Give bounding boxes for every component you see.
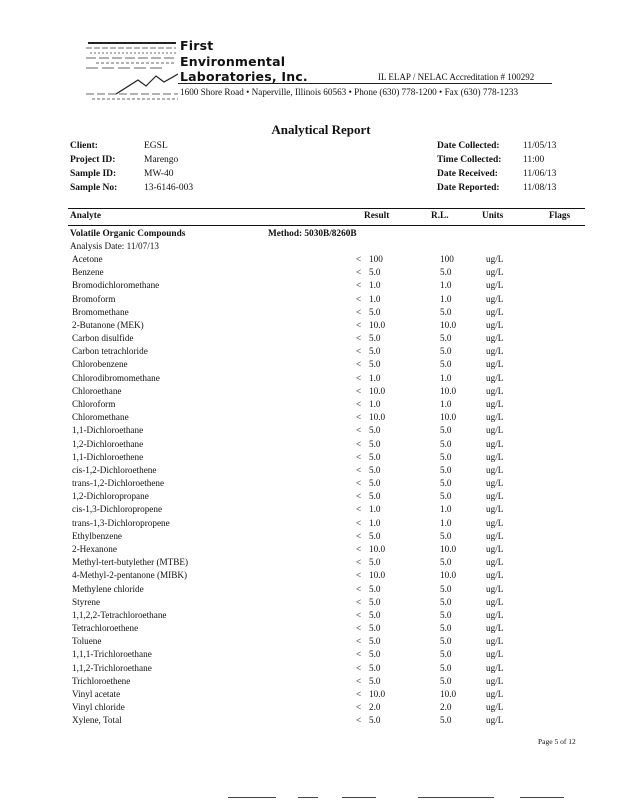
page-number: Page 5 of 12: [538, 737, 576, 746]
lab-address: 1600 Shore Road • Naperville, Illinois 60563 • Phone (630) 778-1200 • Fax (630) 778-1233: [180, 87, 519, 97]
units-header: Units: [482, 211, 504, 221]
result-cell: 1.0: [369, 517, 381, 528]
result-cell: 5.0: [369, 478, 381, 489]
rl-cell: 1.0: [440, 517, 452, 528]
units-cell: ug/L: [486, 623, 504, 633]
less-than-sign: <: [356, 688, 362, 699]
less-than-sign: <: [356, 280, 362, 291]
analyte-cell: 1,2-Dichloropropane: [72, 491, 149, 502]
rl-cell: 10.0: [440, 319, 457, 330]
lab-name-line-3: Laboratories, Inc.: [180, 69, 308, 84]
date-received-label: Date Received:: [437, 169, 498, 179]
table-row: [68, 280, 588, 293]
result-cell: 5.0: [369, 675, 381, 686]
result-cell: 5.0: [369, 649, 381, 660]
analyte-cell: Xylene, Total: [72, 715, 122, 726]
units-cell: ug/L: [486, 570, 504, 581]
analyte-cell: 1,1,1-Trichloroethane: [72, 649, 152, 660]
rl-cell: 5.0: [440, 609, 452, 620]
less-than-sign: <: [356, 425, 362, 436]
analyte-cell: Styrene: [72, 596, 101, 607]
date-received-value: 11/06/13: [523, 169, 557, 179]
units-cell: ug/L: [486, 544, 504, 554]
result-cell: 5.0: [369, 451, 381, 462]
rl-cell: 5.0: [440, 596, 452, 607]
rl-cell: 5.0: [440, 346, 452, 357]
analyte-cell: Vinyl chloride: [72, 702, 125, 713]
result-cell: 10.0: [369, 319, 386, 330]
result-cell: 5.0: [369, 491, 381, 502]
analysis-date: Analysis Date: 11/07/13: [70, 241, 159, 251]
less-than-sign: <: [356, 649, 362, 660]
date-collected-label: Date Collected:: [437, 141, 500, 151]
result-cell: 5.0: [369, 267, 381, 278]
less-than-sign: <: [356, 517, 362, 528]
units-cell: ug/L: [486, 306, 504, 317]
units-cell: ug/L: [486, 662, 504, 673]
units-cell: ug/L: [486, 346, 504, 357]
less-than-sign: <: [356, 596, 362, 607]
less-than-sign: <: [356, 662, 362, 673]
result-cell: 5.0: [369, 715, 381, 726]
table-row: [68, 412, 588, 425]
result-cell: 1.0: [369, 293, 381, 304]
units-cell: ug/L: [486, 333, 504, 344]
header-rule: [178, 83, 552, 84]
result-cell: 10.0: [369, 570, 386, 581]
rl-cell: 5.0: [440, 491, 452, 502]
lab-name-line-1: First: [180, 38, 214, 53]
result-cell: 5.0: [369, 596, 381, 607]
result-cell: 5.0: [369, 464, 381, 475]
result-cell: 5.0: [369, 333, 381, 344]
analyte-cell: 1,2-Dichloroethane: [72, 438, 144, 449]
rl-cell: 5.0: [440, 359, 452, 370]
table-row: [68, 623, 588, 636]
table-row: [68, 452, 588, 465]
sample-id-value: MW-40: [144, 169, 174, 179]
units-cell: ug/L: [486, 412, 504, 423]
result-cell: 100: [369, 254, 383, 264]
result-cell: 5.0: [369, 636, 381, 647]
analyte-cell: cis-1,2-Dichloroethene: [72, 464, 157, 475]
result-cell: 1.0: [369, 280, 381, 291]
client-value: EGSL: [144, 141, 168, 151]
units-cell: ug/L: [486, 385, 504, 396]
less-than-sign: <: [356, 385, 362, 396]
table-row: [68, 465, 588, 478]
time-collected-value: 11:00: [523, 155, 545, 165]
analyte-cell: Benzene: [72, 267, 104, 278]
units-cell: ug/L: [486, 399, 504, 409]
less-than-sign: <: [356, 491, 362, 502]
table-row: [68, 254, 588, 267]
analyte-cell: Chlorobenzene: [72, 359, 128, 370]
section-title: Volatile Organic Compounds: [70, 229, 186, 239]
units-cell: ug/L: [486, 530, 504, 541]
table-row: [68, 689, 588, 702]
table-row: [68, 307, 588, 320]
less-than-sign: <: [356, 570, 362, 581]
less-than-sign: <: [356, 451, 362, 462]
units-cell: ug/L: [486, 491, 504, 502]
rl-cell: 5.0: [440, 649, 452, 660]
table-row: [68, 676, 588, 689]
analyte-cell: trans-1,3-Dichloropropene: [72, 517, 170, 528]
less-than-sign: <: [356, 702, 362, 713]
flags-header: Flags: [549, 211, 571, 221]
units-cell: ug/L: [486, 464, 504, 475]
method-label: Method: 5030B/8260B: [268, 229, 357, 239]
units-cell: ug/L: [486, 451, 504, 462]
result-cell: 1.0: [369, 504, 381, 515]
analyte-cell: 1,1,2-Trichloroethane: [72, 662, 152, 673]
less-than-sign: <: [356, 438, 362, 449]
table-row: [68, 346, 588, 359]
units-cell: ug/L: [486, 596, 504, 607]
rl-cell: 5.0: [440, 662, 452, 673]
less-than-sign: <: [356, 583, 362, 594]
result-cell: 10.0: [369, 688, 386, 699]
units-cell: ug/L: [486, 438, 504, 449]
rl-cell: 5.0: [440, 451, 452, 462]
table-row: [68, 267, 588, 280]
less-than-sign: <: [356, 359, 362, 370]
analyte-cell: Bromodichloromethane: [72, 280, 160, 291]
result-cell: 5.0: [369, 583, 381, 594]
rl-cell: 10.0: [440, 412, 457, 423]
rl-cell: 1.0: [440, 504, 452, 515]
analyte-cell: Toluene: [72, 636, 102, 647]
lab-name-line-2: Environmental: [180, 54, 286, 69]
table-row: [68, 518, 588, 531]
units-cell: ug/L: [486, 359, 504, 370]
time-collected-label: Time Collected:: [437, 155, 502, 165]
sample-no-label: Sample No:: [70, 183, 118, 193]
rl-cell: 5.0: [440, 464, 452, 475]
table-row: [68, 715, 588, 728]
analyte-cell: 2-Butanone (MEK): [72, 319, 144, 330]
table-row: [68, 702, 588, 715]
rl-cell: 5.0: [440, 557, 452, 568]
result-cell: 5.0: [369, 425, 381, 436]
rl-cell: 10.0: [440, 570, 457, 581]
report-title: Analytical Report: [271, 122, 371, 137]
rl-cell: 1.0: [440, 280, 452, 291]
units-cell: ug/L: [486, 254, 504, 264]
analyte-cell: Methyl-tert-butylether (MTBE): [72, 557, 189, 568]
rl-cell: 5.0: [440, 715, 452, 726]
rl-cell: 100: [440, 254, 454, 264]
result-cell: 10.0: [369, 385, 386, 396]
units-cell: ug/L: [486, 478, 504, 489]
units-cell: ug/L: [486, 372, 504, 383]
units-cell: ug/L: [486, 425, 504, 436]
units-cell: ug/L: [486, 702, 504, 713]
result-cell: 1.0: [369, 399, 381, 409]
scan-mark: [520, 797, 564, 798]
table-row: [68, 663, 588, 676]
table-row: [68, 425, 588, 438]
table-row: [68, 544, 588, 557]
less-than-sign: <: [356, 306, 362, 317]
rl-cell: 5.0: [440, 438, 452, 449]
table-row: [68, 478, 588, 491]
units-cell: ug/L: [486, 557, 504, 568]
project-id-label: Project ID:: [70, 155, 116, 165]
analyte-cell: 4-Methyl-2-pentanone (MIBK): [72, 570, 188, 581]
less-than-sign: <: [356, 715, 362, 726]
table-row: [68, 557, 588, 570]
less-than-sign: <: [356, 557, 362, 568]
less-than-sign: <: [356, 333, 362, 344]
result-cell: 5.0: [369, 557, 381, 568]
result-cell: 5.0: [369, 609, 381, 620]
result-cell: 2.0: [369, 702, 381, 713]
scan-mark: [298, 797, 318, 798]
table-row: [68, 373, 588, 386]
analyte-cell: 1,1-Dichloroethene: [72, 451, 144, 462]
units-cell: ug/L: [486, 517, 504, 528]
analyte-cell: 1,1-Dichloroethane: [72, 425, 144, 436]
units-cell: ug/L: [486, 636, 504, 647]
rl-cell: 5.0: [440, 425, 452, 436]
units-cell: ug/L: [486, 675, 504, 686]
table-row: [68, 386, 588, 399]
result-cell: 5.0: [369, 662, 381, 673]
table-row: [68, 399, 588, 412]
less-than-sign: <: [356, 544, 362, 554]
less-than-sign: <: [356, 504, 362, 515]
less-than-sign: <: [356, 412, 362, 423]
rl-cell: 1.0: [440, 293, 452, 304]
less-than-sign: <: [356, 623, 362, 633]
table-row: [68, 597, 588, 610]
units-cell: ug/L: [486, 715, 504, 726]
rl-cell: 5.0: [440, 478, 452, 489]
table-row: [68, 504, 588, 517]
rl-cell: 5.0: [440, 530, 452, 541]
analyte-cell: Bromomethane: [72, 306, 129, 317]
rl-cell: 5.0: [440, 583, 452, 594]
table-row: [68, 636, 588, 649]
table-row: [68, 584, 588, 597]
analyte-cell: Trichloroethene: [72, 675, 131, 686]
table-row: [68, 491, 588, 504]
less-than-sign: <: [356, 293, 362, 304]
units-cell: ug/L: [486, 280, 504, 291]
less-than-sign: <: [356, 675, 362, 686]
rl-cell: 5.0: [440, 675, 452, 686]
analyte-cell: Acetone: [72, 254, 103, 264]
scan-mark: [342, 797, 376, 798]
table-row: [68, 570, 588, 583]
analyte-header: Analyte: [70, 211, 101, 221]
sample-id-label: Sample ID:: [70, 169, 117, 179]
result-cell: 5.0: [369, 623, 381, 633]
analyte-cell: Carbon disulfide: [72, 333, 134, 344]
table-row: [68, 531, 588, 544]
less-than-sign: <: [356, 609, 362, 620]
less-than-sign: <: [356, 636, 362, 647]
units-cell: ug/L: [486, 293, 504, 304]
result-cell: 5.0: [369, 530, 381, 541]
rl-cell: 5.0: [440, 636, 452, 647]
less-than-sign: <: [356, 530, 362, 541]
table-row: [68, 610, 588, 623]
analyte-cell: Methylene chloride: [72, 583, 144, 594]
analyte-cell: trans-1,2-Dichloroethene: [72, 478, 165, 489]
rl-cell: 2.0: [440, 702, 452, 713]
units-cell: ug/L: [486, 609, 504, 620]
rl-cell: 10.0: [440, 544, 457, 554]
less-than-sign: <: [356, 478, 362, 489]
table-row: [68, 320, 588, 333]
analyte-cell: Chloroethane: [72, 385, 122, 396]
less-than-sign: <: [356, 464, 362, 475]
less-than-sign: <: [356, 372, 362, 383]
table-row: [68, 294, 588, 307]
analyte-cell: Chloromethane: [72, 412, 129, 423]
less-than-sign: <: [356, 267, 362, 278]
analyte-cell: Tetrachloroethene: [72, 623, 139, 633]
rl-cell: 10.0: [440, 385, 457, 396]
result-cell: 1.0: [369, 372, 381, 383]
rl-cell: 5.0: [440, 333, 452, 344]
analyte-cell: 2-Hexanone: [72, 544, 117, 554]
less-than-sign: <: [356, 346, 362, 357]
units-cell: ug/L: [486, 688, 504, 699]
rl-header: R.L.: [431, 211, 449, 221]
sample-no-value: 13-6146-003: [144, 183, 194, 193]
less-than-sign: <: [356, 399, 362, 409]
accreditation-text: IL ELAP / NELAC Accreditation # 100292: [378, 72, 535, 82]
result-cell: 10.0: [369, 544, 386, 554]
units-cell: ug/L: [486, 504, 504, 515]
result-cell: 5.0: [369, 306, 381, 317]
rl-cell: 5.0: [440, 267, 452, 278]
scan-mark: [418, 797, 494, 798]
analyte-cell: 1,1,2,2-Tetrachloroethane: [72, 609, 167, 620]
rl-cell: 1.0: [440, 372, 452, 383]
analyte-cell: Bromoform: [72, 293, 116, 304]
units-cell: ug/L: [486, 583, 504, 594]
table-top-rule: [68, 208, 585, 209]
client-label: Client:: [70, 141, 98, 151]
table-row: [68, 359, 588, 372]
lab-logo: [86, 36, 178, 110]
result-cell: 10.0: [369, 412, 386, 423]
date-reported-label: Date Reported:: [437, 183, 500, 193]
date-reported-value: 11/08/13: [523, 183, 557, 193]
analyte-cell: Vinyl acetate: [72, 688, 121, 699]
rl-cell: 1.0: [440, 399, 452, 409]
rl-cell: 5.0: [440, 306, 452, 317]
table-row: [68, 333, 588, 346]
analyte-cell: Ethylbenzene: [72, 530, 122, 541]
scan-mark: [228, 797, 276, 798]
analyte-cell: Chloroform: [72, 399, 116, 409]
table-row: [68, 649, 588, 662]
table-header-rule: [68, 225, 585, 226]
analyte-cell: Carbon tetrachloride: [72, 346, 148, 357]
project-id-value: Marengo: [144, 155, 179, 165]
units-cell: ug/L: [486, 649, 504, 660]
result-cell: 5.0: [369, 359, 381, 370]
units-cell: ug/L: [486, 319, 504, 330]
result-cell: 5.0: [369, 438, 381, 449]
date-collected-value: 11/05/13: [523, 141, 557, 151]
rl-cell: 5.0: [440, 623, 452, 633]
less-than-sign: <: [356, 319, 362, 330]
result-cell: 5.0: [369, 346, 381, 357]
analyte-cell: cis-1,3-Dichloropropene: [72, 504, 163, 515]
units-cell: ug/L: [486, 267, 504, 278]
rl-cell: 10.0: [440, 688, 457, 699]
less-than-sign: <: [356, 254, 362, 264]
analyte-cell: Chlorodibromomethane: [72, 372, 160, 383]
table-row: [68, 439, 588, 452]
result-header: Result: [364, 211, 390, 221]
